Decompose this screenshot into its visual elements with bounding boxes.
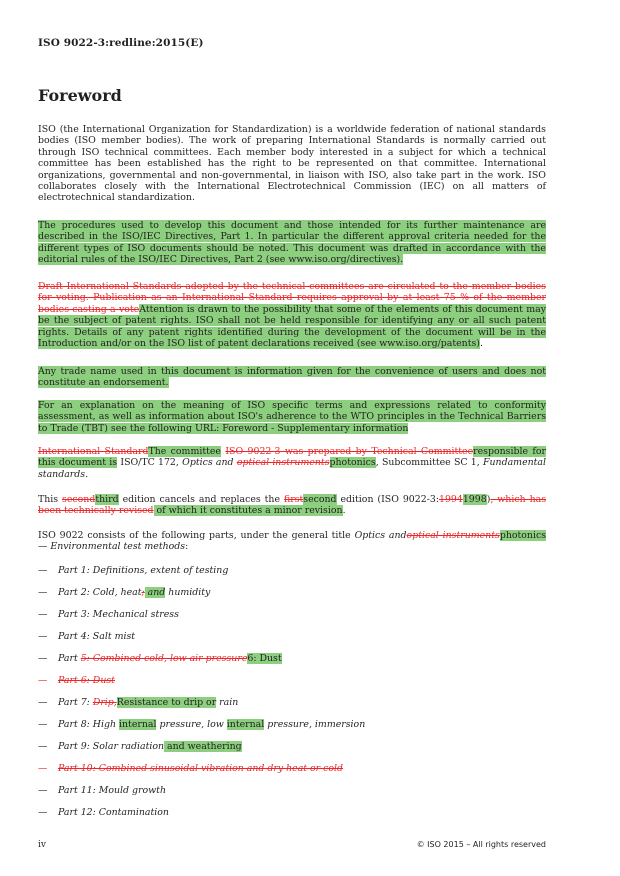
inserted-text: photonics xyxy=(499,530,547,541)
inserted-text: 6: Dust xyxy=(247,653,282,664)
dash: — xyxy=(38,719,48,730)
text: : xyxy=(185,541,189,553)
part-title: pressure, low xyxy=(156,719,227,730)
deleted-text: 5: Combined cold, low air pressure xyxy=(80,653,248,664)
text: edition (ISO 9022-3: xyxy=(336,494,439,505)
paragraph-iso-intro xyxy=(38,124,546,204)
list-item xyxy=(38,653,546,675)
text: , Subcommittee SC 1, xyxy=(375,457,484,469)
paragraph-text: ISO (the International Organization for Standardization) is a worldwide federation of national standards bodies (ISO member bodies). The work of preparing International Standards is normally carried out through ISO technical committees. Each member body interested in a subject for which a technical committee has been established has the right to be represented on that committee. International organizations, governmental and non-governmental, in liaison with ISO, also take part in the work. ISO collaborates closely with the International Electrotechnical Commission (IEC) on all matters of electrotechnical standardization. xyxy=(38,124,546,204)
deleted-text: optical instruments xyxy=(236,457,330,469)
deleted-text: 1994 xyxy=(438,494,463,505)
part-title: Part 1: Definitions, extent of testing xyxy=(58,565,229,576)
dash: — xyxy=(38,587,48,598)
list-item xyxy=(38,697,546,719)
deleted-text: ISO 9022-3 was prepared by Technical Committee xyxy=(225,446,474,457)
document-header: ISO 9022-3:redline:2015(E) xyxy=(38,37,204,49)
italic-text: Optics and xyxy=(354,530,407,541)
italic-text: Optics and xyxy=(182,457,234,469)
dash: — xyxy=(38,697,48,708)
inserted-text: Attention is drawn to the possibility that some of the elements of this document may be the subject of patent rights. ISO shall not be held responsible for identifying any or all such patent rights. Details of any patent rights identified during the development of the document will be in the Introduction and/or on the ISO list of patent declarations received (see www.iso.org/patents) xyxy=(38,303,546,350)
part-title: Part 6: Dust xyxy=(58,675,115,686)
part-title: Part 9: Solar radiation xyxy=(58,741,165,752)
page-title: Foreword xyxy=(38,86,122,105)
deleted-text: second xyxy=(62,494,96,505)
list-item-deleted xyxy=(38,675,546,697)
list-item xyxy=(38,785,546,807)
part-title: Part 10: Combined sinusoidal vibration and dry heat or cold xyxy=(58,763,344,774)
page-number: iv xyxy=(38,840,46,850)
list-item xyxy=(38,741,546,763)
part-title: Part 8: High xyxy=(58,719,120,730)
inserted-text: Any trade name used in this document is information given for the convenience of users and does not constitute an endorsement. xyxy=(38,366,546,389)
part-title: Part 7: xyxy=(58,697,93,708)
paragraph-edition xyxy=(38,494,546,517)
italic-text: Environmental test methods xyxy=(50,541,186,553)
paragraph-parts-intro xyxy=(38,530,546,553)
dash: — xyxy=(38,565,48,576)
text: . xyxy=(479,338,483,350)
deleted-text: ; xyxy=(141,587,145,598)
list-item-deleted xyxy=(38,763,546,785)
part-title: Part 12: Contamination xyxy=(58,807,169,818)
list-item xyxy=(38,719,546,741)
dash: — xyxy=(38,741,48,752)
part-title: Part 2: Cold, heat xyxy=(58,587,142,598)
inserted-text: internal xyxy=(119,719,157,730)
part-title: Part 4: Salt mist xyxy=(58,631,136,642)
part-title: Part 11: Mould growth xyxy=(58,785,166,796)
text: ISO/TC 172, xyxy=(117,457,183,469)
part-title: Part 3: Mechanical stress xyxy=(58,609,179,620)
part-title: rain xyxy=(216,697,239,708)
deleted-text: optical instruments xyxy=(406,530,500,541)
part-title: Part xyxy=(58,653,81,664)
text: ) xyxy=(486,494,491,505)
dash: — xyxy=(38,785,48,796)
text: ISO 9022 consists of the following parts, under the general title xyxy=(38,530,355,541)
paragraph-procedures xyxy=(38,220,546,266)
list-item xyxy=(38,631,546,653)
dash: — xyxy=(38,631,48,642)
inserted-text: 1998 xyxy=(462,494,487,505)
list-item xyxy=(38,609,546,631)
list-item xyxy=(38,807,546,829)
text: This xyxy=(38,494,63,505)
deleted-text: first xyxy=(283,494,304,505)
deleted-text: Drip, xyxy=(92,697,117,708)
list-item xyxy=(38,565,546,587)
deleted-text: Draft International Standards adopted by the technical committees are circulated to the member bodies for voting. Publication as an International Standard requires approval by at least 75 % of the member bodies casting a vote xyxy=(38,281,546,315)
deleted-text: International Standard xyxy=(38,446,149,457)
inserted-text: responsible for this document is xyxy=(38,446,546,469)
inserted-text: photonics xyxy=(329,457,376,469)
dash: — xyxy=(38,807,48,818)
dash: — xyxy=(38,609,48,620)
part-title: humidity xyxy=(165,587,211,598)
dash: — xyxy=(38,763,48,774)
inserted-text: The committee xyxy=(148,446,221,457)
part-title: pressure, immersion xyxy=(264,719,366,730)
inserted-text: internal xyxy=(226,719,265,730)
dash: — xyxy=(38,653,48,664)
inserted-text: second xyxy=(303,494,337,505)
paragraph-patent-rights xyxy=(38,281,546,349)
copyright-notice: © ISO 2015 – All rights reserved xyxy=(416,840,546,849)
inserted-text: and weathering xyxy=(164,741,242,752)
inserted-text: For an explanation on the meaning of ISO specific terms and expressions related to conformity assessment, as well as information about ISO's adherence to the WTO principles in the Technical Barriers to Trade (TBT) see the following URL: Foreword - Supplementary information xyxy=(38,400,546,434)
text: edition cancels and replaces the xyxy=(118,494,284,505)
text: . xyxy=(342,505,346,517)
list-item xyxy=(38,587,546,609)
paragraph-supplementary-info xyxy=(38,400,546,434)
inserted-text: of which it constitutes a minor revision xyxy=(153,505,343,517)
inserted-text: Resistance to drip or xyxy=(116,697,217,708)
parts-list xyxy=(38,565,546,829)
text: . xyxy=(85,468,89,480)
dash: — xyxy=(38,675,48,686)
text: — xyxy=(38,541,51,553)
deleted-text: , which has been technically revised xyxy=(38,494,547,517)
paragraph-trade-name xyxy=(38,366,546,389)
italic-text: Fundamental standards xyxy=(38,457,547,480)
inserted-text: third xyxy=(95,494,119,505)
inserted-text: and xyxy=(144,587,166,598)
paragraph-committee xyxy=(38,446,546,480)
inserted-text: The procedures used to develop this document and those intended for its further maintenance are described in the ISO/IEC Directives, Part 1. In particular the different approval criteria needed for the different types of ISO documents should be noted. This document was drafted in accordance with the editorial rules of the ISO/IEC Directives, Part 2 (see www.iso.org/directives). xyxy=(38,220,546,266)
